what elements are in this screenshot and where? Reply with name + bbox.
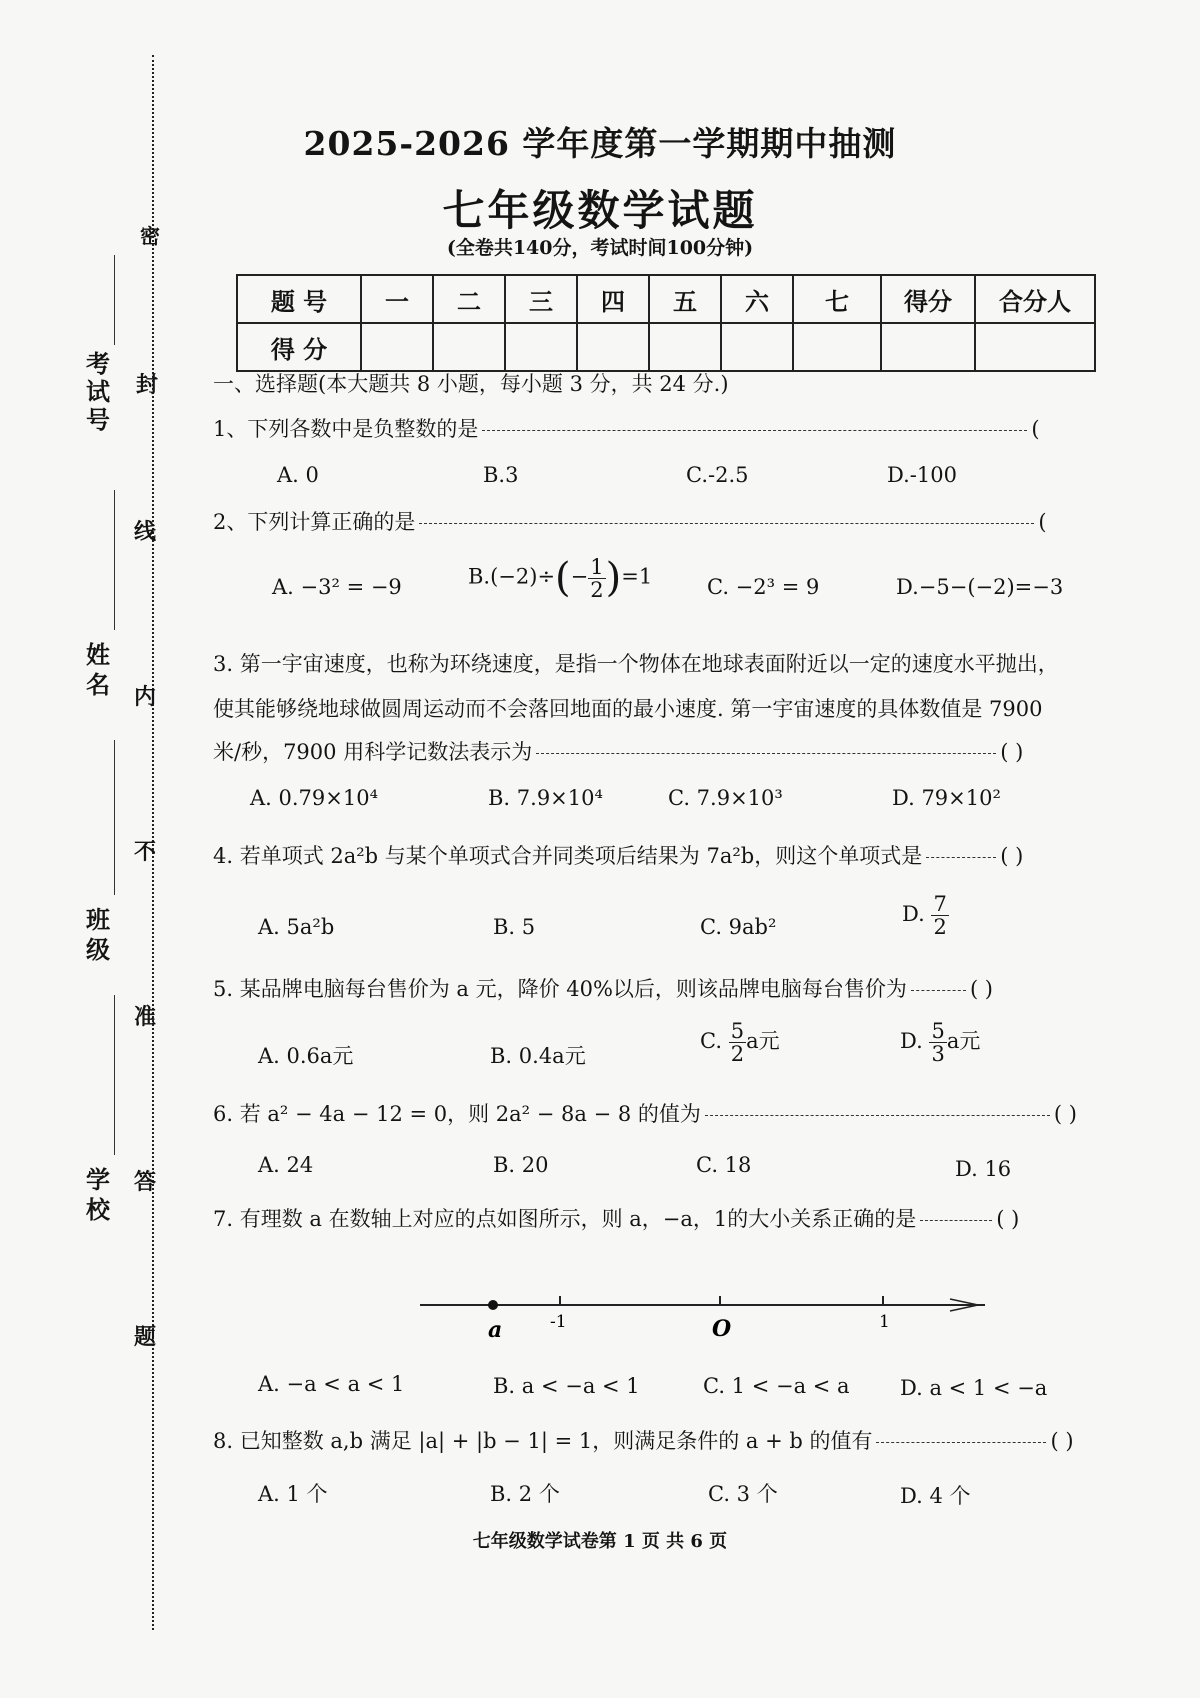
- score-header-cell: 六: [721, 275, 793, 323]
- score-input-cell[interactable]: [975, 323, 1095, 371]
- fraction-denominator: 2: [730, 1042, 745, 1066]
- section-heading: 一、选择题(本大题共 8 小题，每小题 3 分，共 24 分.): [213, 372, 729, 396]
- answer-paren: ( ): [1053, 1102, 1077, 1126]
- number-line: [410, 1285, 1000, 1360]
- option-c: C. 9ab²: [700, 915, 777, 939]
- score-header-cell: 七: [793, 275, 881, 323]
- option-b: B. a < −a < 1: [493, 1374, 640, 1398]
- option-c: [700, 1020, 780, 1065]
- answer-paren: (: [1031, 417, 1040, 441]
- option-b: B. 5: [493, 915, 536, 939]
- answer-paren: ( ): [1000, 740, 1024, 764]
- option-d: D. a < 1 < −a: [900, 1376, 1048, 1400]
- answer-paren: ( ): [1050, 1429, 1074, 1453]
- option-d: D. 16: [955, 1157, 1012, 1181]
- answer-leader: [482, 430, 1027, 431]
- answer-paren: ( ): [1000, 844, 1024, 868]
- score-table: [236, 274, 1096, 372]
- option-d: [902, 893, 949, 938]
- seal-char: 内: [134, 684, 157, 710]
- score-input-cell[interactable]: [649, 323, 721, 371]
- question-4: [213, 842, 1023, 870]
- question-2: [213, 508, 1047, 536]
- seal-char: 准: [134, 1004, 157, 1030]
- question-3-line: 使其能够绕地球做圆周运动而不会落回地面的最小速度. 第一宇宙速度的具体数值是 7900: [213, 697, 1043, 721]
- axis-label: a: [488, 1317, 503, 1343]
- question-stem: 6. 若 a² − 4a − 12 = 0，则 2a² − 8a − 8 的值为: [213, 1102, 701, 1126]
- seal-char: 线: [134, 519, 157, 545]
- question-1: [213, 415, 1040, 443]
- seal-char: 题: [134, 1324, 157, 1350]
- answer-leader: [926, 857, 996, 858]
- question-stem: 5. 某品牌电脑每台售价为 a 元，降价 40%以后，则该品牌电脑每台售价为: [213, 977, 907, 1001]
- score-header-cell: 三: [505, 275, 577, 323]
- option-b: B. 2 个: [490, 1482, 560, 1506]
- score-input-cell[interactable]: [505, 323, 577, 371]
- exam-info: (全卷共140分，考试时间100分钟): [446, 237, 754, 259]
- option-a: A. 0.6a元: [258, 1044, 354, 1068]
- option-a: A. 24: [258, 1153, 314, 1177]
- option-c: C.-2.5: [686, 463, 749, 487]
- fraction: [729, 1020, 746, 1065]
- field-exam-number-line: [114, 255, 115, 345]
- option-b-text: B.(−2)÷: [468, 564, 556, 589]
- question-3-line: [213, 738, 1023, 766]
- field-name: 姓名: [86, 640, 110, 699]
- score-header-cell: 二: [433, 275, 505, 323]
- option-c: C. 1 < −a < a: [703, 1374, 850, 1398]
- option-b: B. 0.4a元: [490, 1044, 586, 1068]
- exam-period-title: 2025-2026 学年度第一学期期中抽测: [303, 124, 897, 163]
- option-b-neg: −: [570, 564, 589, 589]
- score-input-cell[interactable]: [881, 323, 975, 371]
- score-header-cell: 题 号: [237, 275, 361, 323]
- option-c: C. 7.9×10³: [668, 786, 783, 810]
- score-input-cell[interactable]: [577, 323, 649, 371]
- score-input-cell[interactable]: [721, 323, 793, 371]
- axis-label: O: [712, 1316, 732, 1342]
- option-b: B.3: [483, 463, 519, 487]
- score-row-label: 得 分: [237, 323, 361, 371]
- fraction: [929, 1020, 946, 1065]
- option-d: D.−5−(−2)=−3: [896, 575, 1064, 599]
- question-stem: 米/秒，7900 用科学记数法表示为: [213, 740, 533, 764]
- question-stem: 7. 有理数 a 在数轴上对应的点如图所示，则 a，−a，1的大小关系正确的是: [213, 1207, 917, 1231]
- score-input-cell[interactable]: [793, 323, 881, 371]
- option-b: B. 20: [493, 1153, 549, 1177]
- fraction-numerator: 5: [730, 1019, 745, 1043]
- question-stem: 1、下列各数中是负整数的是: [213, 417, 479, 441]
- option-c: C. 18: [696, 1153, 752, 1177]
- fraction-numerator: 7: [933, 892, 947, 916]
- field-exam-number: 考试号: [86, 349, 110, 434]
- option-a: A. 0: [277, 463, 319, 487]
- score-input-cell[interactable]: [361, 323, 433, 371]
- field-class: 班级: [86, 905, 110, 964]
- fraction-denominator: 3: [931, 1042, 945, 1066]
- score-header-cell: 四: [577, 275, 649, 323]
- option-c: C. 3 个: [708, 1482, 778, 1506]
- option-a: A. 0.79×10⁴: [250, 786, 379, 810]
- axis-label: 1: [879, 1312, 890, 1332]
- question-7: [213, 1205, 1019, 1233]
- question-3-line: 3. 第一宇宙速度，也称为环绕速度，是指一个物体在地球表面附近以一定的速度水平抛出，: [213, 652, 1059, 676]
- option-a: A. −3² = −9: [272, 575, 402, 599]
- fraction-numerator: 5: [931, 1019, 945, 1043]
- option-b: B.(−2)÷(− $\frac{1}{2}$ )=1: [468, 554, 653, 602]
- answer-leader: [911, 990, 966, 991]
- answer-paren: (: [1038, 510, 1047, 534]
- question-stem: 4. 若单项式 2a²b 与某个单项式合并同类项后结果为 7a²b，则这个单项式是: [213, 844, 923, 868]
- option-label: C.: [700, 1029, 722, 1053]
- seal-char: 答: [134, 1169, 157, 1195]
- answer-leader: [536, 753, 996, 754]
- field-school: 学校: [86, 1165, 110, 1224]
- question-6: [213, 1100, 1077, 1128]
- option-label: D.: [902, 902, 925, 926]
- option-d: [900, 1020, 980, 1065]
- answer-leader: [419, 523, 1034, 524]
- option-b: B. 7.9×10⁴: [488, 786, 603, 810]
- option-b-result: =1: [621, 564, 653, 589]
- option-label: D.: [900, 1029, 923, 1053]
- question-5: [213, 975, 993, 1003]
- seal-char: 封: [136, 372, 159, 398]
- option-a: A. 1 个: [258, 1482, 328, 1506]
- option-a: A. 5a²b: [258, 915, 335, 939]
- option-d: D. 4 个: [900, 1484, 971, 1508]
- option-d: D.-100: [887, 463, 957, 487]
- page-footer: 七年级数学试卷第 1 页 共 6 页: [472, 1531, 728, 1552]
- question-8: [213, 1427, 1074, 1455]
- answer-leader: [876, 1442, 1046, 1443]
- fraction-denominator: 2: [590, 577, 604, 602]
- fraction: [588, 556, 605, 601]
- score-header-cell: 合分人: [975, 275, 1095, 323]
- option-suffix: a元: [946, 1029, 981, 1053]
- axis-label: -1: [550, 1312, 567, 1332]
- option-c: C. −2³ = 9: [707, 575, 820, 599]
- answer-paren: ( ): [996, 1207, 1020, 1231]
- option-suffix: a元: [746, 1029, 780, 1053]
- score-header-cell: 得分: [881, 275, 975, 323]
- fraction-numerator: 1: [590, 554, 604, 579]
- field-class-line: [114, 740, 115, 895]
- question-stem: 8. 已知整数 a,b 满足 |a| + |b − 1| = 1，则满足条件的 a + b 的值有: [213, 1429, 873, 1453]
- score-header-cell: 一: [361, 275, 433, 323]
- fraction: [931, 893, 948, 938]
- field-school-line: [114, 995, 115, 1155]
- fraction-denominator: 2: [933, 915, 947, 939]
- option-d: D. 79×10²: [892, 786, 1001, 810]
- score-input-cell[interactable]: [433, 323, 505, 371]
- field-name-line: [114, 490, 115, 630]
- seal-char: 不: [134, 839, 157, 865]
- answer-paren: ( ): [969, 977, 993, 1001]
- exam-title: 七年级数学试题: [442, 186, 758, 235]
- point-a: [488, 1300, 498, 1310]
- question-stem: 2、下列计算正确的是: [213, 510, 416, 534]
- answer-leader: [705, 1115, 1050, 1116]
- score-header-cell: 五: [649, 275, 721, 323]
- option-a: A. −a < a < 1: [258, 1372, 405, 1396]
- answer-leader: [920, 1220, 992, 1221]
- seal-char: 密: [140, 224, 160, 248]
